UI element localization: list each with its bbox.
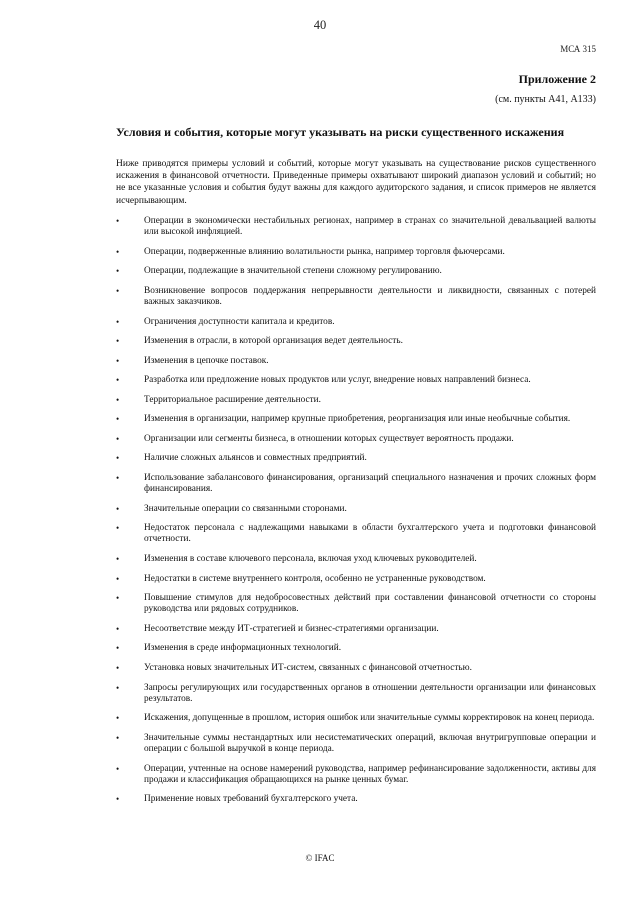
list-item <box>116 764 596 786</box>
list-item-text: Запросы регулирующих или государственных органов в отношении деятельности организации или финансовых результатов. <box>144 682 596 704</box>
bullet-icon: • <box>116 285 120 296</box>
list-item-text: Организации или сегменты бизнеса, в отношении которых существует вероятность продажи. <box>144 433 514 444</box>
bullet-icon: • <box>116 662 120 673</box>
list-item <box>116 713 596 724</box>
list-item <box>116 733 596 755</box>
list-item <box>116 453 596 464</box>
list-item <box>116 504 596 515</box>
list-item-text: Ограничения доступности капитала и кредитов. <box>144 316 335 327</box>
bullet-icon: • <box>116 216 120 226</box>
bullet-icon: • <box>116 355 120 366</box>
intro-paragraph: Ниже приводятся примеры условий и событий, которые могут указывать на существование рисков существенного искажения в финансовой отчетности. Приведенные примеры охватывают широкий диапазон условий и событий; но не все указанные условия и события будут важны для каждого аудиторского задания, и список примеров не является исчерпывающим. <box>116 159 596 206</box>
list-item-text: Операции, подверженные влиянию волатильности рынка, например торговля фьючерсами. <box>144 246 505 257</box>
copyright-footer: © IFAC <box>305 853 335 863</box>
list-item <box>116 473 596 495</box>
list-item-text: Разработка или предложение новых продуктов или услуг, внедрение новых направлений бизнеса. <box>144 375 531 386</box>
list-item-text: Повышение стимулов для недобросовестных действий при составлении финансовой отчетности со стороны руководства или рядовых сотрудников. <box>144 593 596 615</box>
list-item-text: Применение новых требований бухгалтерского учета. <box>144 794 358 805</box>
list-item-text: Изменения в составе ключевого персонала, включая уход ключевых руководителей. <box>144 554 477 565</box>
list-item <box>116 286 596 308</box>
section-title: Условия и события, которые могут указывать на риски существенного искажения <box>116 125 565 139</box>
list-item <box>116 554 596 565</box>
list-item <box>116 523 596 545</box>
bullet-icon: • <box>116 732 120 743</box>
list-item <box>116 266 596 277</box>
list-item-text: Недостатки в системе внутреннего контроля, особенно не устраненные руководством. <box>144 573 486 584</box>
appendix-reference: (см. пункты А41, А133) <box>495 94 596 105</box>
list-item-text: Искажения, допущенные в прошлом, история ошибок или значительные суммы корректировок на конец периода. <box>144 713 595 724</box>
conditions-list <box>116 216 596 814</box>
bullet-icon: • <box>116 394 120 405</box>
list-item-text: Изменения в отрасли, в которой организация ведет деятельность. <box>144 336 403 347</box>
bullet-icon: • <box>116 414 120 425</box>
list-item <box>116 574 596 585</box>
bullet-icon: • <box>116 643 120 654</box>
list-item-text: Изменения в организации, например крупные приобретения, реорганизация или иные необычные события. <box>144 414 571 425</box>
bullet-icon: • <box>116 682 120 693</box>
list-item-text: Недостаток персонала с надлежащими навыками в области бухгалтерского учета и подготовки финансовой отчетности. <box>144 523 596 545</box>
list-item-text: Наличие сложных альянсов и совместных предприятий. <box>144 453 367 464</box>
bullet-icon: • <box>116 336 120 347</box>
list-item <box>116 247 596 258</box>
list-item <box>116 624 596 635</box>
list-item-text: Значительные суммы нестандартных или несистематических операций, включая внутригрупповые операции и операции с большой выручкой в конце периода. <box>144 732 596 754</box>
list-item-text: Значительные операции со связанными сторонами. <box>144 503 347 514</box>
bullet-icon: • <box>116 316 120 327</box>
bullet-icon: • <box>116 503 120 514</box>
list-item-text: Несоответствие между ИТ-стратегией и бизнес-стратегиями организации. <box>144 623 439 634</box>
list-item-text: Установка новых значительных ИТ-систем, связанных с финансовой отчетностью. <box>144 662 472 673</box>
document-code: МСА 315 <box>560 44 596 54</box>
bullet-icon: • <box>116 713 120 724</box>
list-item <box>116 356 596 367</box>
list-item <box>116 434 596 445</box>
bullet-icon: • <box>116 763 120 774</box>
bullet-icon: • <box>116 523 120 534</box>
bullet-icon: • <box>116 375 120 386</box>
list-item-text: Изменения в среде информационных технологий. <box>144 643 342 654</box>
bullet-icon: • <box>116 266 120 277</box>
list-item-text: Территориальное расширение деятельности. <box>144 394 321 405</box>
bullet-icon: • <box>116 472 120 483</box>
list-item <box>116 336 596 347</box>
appendix-title: Приложение 2 <box>518 72 596 86</box>
bullet-icon: • <box>116 794 120 805</box>
list-item-text: Операции, подлежащие в значительной степени сложному регулированию. <box>144 266 442 277</box>
list-item-text: Операции, учтенные на основе намерений руководства, например рефинансирование задолженности, активы для продажи и классификация обращающихся на рынке ценных бумаг. <box>144 763 596 785</box>
list-item <box>116 663 596 674</box>
list-item <box>116 395 596 406</box>
bullet-icon: • <box>116 433 120 444</box>
list-item-text: Возникновение вопросов поддержания непрерывности деятельности и ликвидности, связанных с потерей важных заказчиков. <box>144 285 596 308</box>
bullet-icon: • <box>116 453 120 464</box>
list-item-text: Использование забалансового финансирования, организаций специального назначения и прочих сложных форм финансирования. <box>144 472 596 495</box>
list-item <box>116 643 596 654</box>
list-item <box>116 216 596 238</box>
list-item-text: Изменения в цепочке поставок. <box>144 355 269 366</box>
list-item <box>116 794 596 805</box>
page-number: 40 <box>313 18 327 32</box>
bullet-icon: • <box>116 593 120 604</box>
bullet-icon: • <box>116 573 120 584</box>
list-item-text: Операции в экономически нестабильных регионах, например в странах со значительной девальвацией валюты или высокой инфляцией. <box>144 216 596 238</box>
list-item <box>116 375 596 386</box>
bullet-icon: • <box>116 623 120 634</box>
bullet-icon: • <box>116 554 120 565</box>
bullet-icon: • <box>116 246 120 257</box>
list-item <box>116 414 596 425</box>
list-item <box>116 593 596 615</box>
list-item <box>116 317 596 328</box>
list-item <box>116 683 596 705</box>
